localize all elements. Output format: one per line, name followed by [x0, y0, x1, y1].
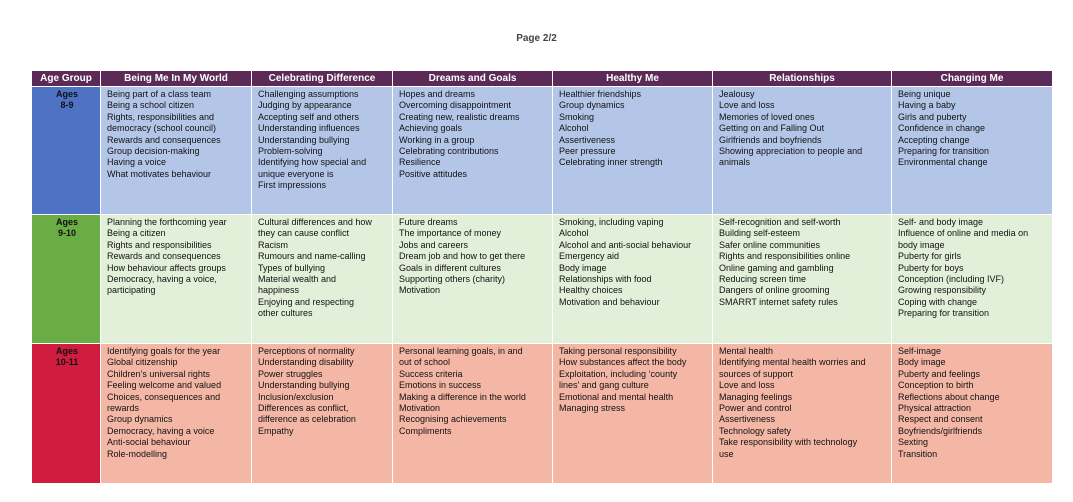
topic-line: Empathy [258, 425, 294, 436]
topic-line: out of school [399, 357, 451, 368]
topic-line: Transition [898, 448, 938, 459]
cell-dreams-and-goals [393, 344, 553, 484]
topic-line: Dangers of online grooming [719, 285, 830, 296]
age-group-label: Ages [55, 217, 78, 227]
topic-line: Respect and consent [898, 414, 983, 425]
header-dreams-and-goals: Dreams and Goals [393, 71, 553, 87]
topic-line: Motivation [399, 285, 441, 296]
topic-line: Planning the forthcoming year [107, 217, 227, 227]
topic-line: Coping with change [898, 296, 978, 307]
age-group-label: Ages [55, 89, 78, 99]
topic-line: Puberty for boys [898, 262, 964, 273]
topic-line: Identifying how special and [258, 157, 367, 168]
age-group-cell [32, 87, 101, 215]
topic-line: body image [898, 239, 945, 250]
topic-line: Understanding bullying [258, 134, 350, 145]
topic-line: Resilience [399, 157, 441, 168]
topic-line: unique everyone is [258, 168, 334, 179]
topic-line: Love and loss [719, 380, 775, 391]
topic-line: other cultures [258, 308, 313, 319]
topic-line: use [719, 448, 734, 459]
topic-line: Preparing for transition [898, 146, 990, 157]
topic-line: Being unique [898, 89, 951, 99]
topic-line: Rights and responsibilities online [719, 251, 851, 262]
topic-line: Smoking [559, 111, 595, 122]
topic-line: First impressions [258, 180, 327, 191]
topic-line: Jobs and careers [399, 239, 469, 250]
topic-line: Body image [898, 357, 946, 368]
cell-relationships [713, 215, 892, 344]
topic-line: Understanding disability [258, 357, 354, 368]
topic-line: Body image [559, 262, 607, 273]
topic-line: Take responsibility with technology [719, 437, 858, 448]
topic-line: sources of support [719, 368, 794, 379]
topic-line: Choices, consequences and [107, 391, 221, 402]
topic-line: Growing responsibility [898, 285, 987, 296]
topic-line: Motivation and behaviour [559, 296, 660, 307]
topic-line: Group dynamics [559, 100, 625, 111]
topic-line: Safer online communities [719, 239, 821, 250]
topic-line: Influence of online and media on [898, 228, 1029, 239]
topic-line: Emotions in success [399, 380, 482, 391]
topic-line: Puberty for girls [898, 251, 962, 262]
topic-line: Challenging assumptions [258, 89, 359, 99]
topic-line: Rights and responsibilities [107, 239, 212, 250]
cell-celebrating-difference [252, 344, 393, 484]
topic-line: Emergency aid [559, 251, 620, 262]
table-row [32, 344, 1053, 484]
topic-line: Having a baby [898, 100, 956, 111]
topic-line: Global citizenship [107, 357, 178, 368]
topic-line: Conception to birth [898, 380, 974, 391]
topic-line: Supporting others (charity) [399, 274, 506, 285]
header-being-me-in-my-world: Being Me In My World [101, 71, 252, 87]
cell-being-me-in-my-world [101, 215, 252, 344]
age-group-label: Ages [55, 346, 78, 356]
topic-line: Understanding influences [258, 123, 360, 134]
topic-line: Working in a group [399, 134, 475, 145]
topic-line: Jealousy [719, 89, 755, 99]
cell-changing-me [892, 215, 1053, 344]
topic-line: Reducing screen time [719, 274, 807, 285]
topic-line: participating [107, 285, 156, 296]
topic-line: Overcoming disappointment [399, 100, 512, 111]
topic-line: happiness [258, 285, 300, 296]
topic-line: Assertiveness [559, 134, 616, 145]
topic-line: Puberty and feelings [898, 368, 981, 379]
topic-line: Celebrating contributions [399, 146, 499, 157]
topic-line: Physical attraction [898, 403, 972, 414]
age-group-cell [32, 215, 101, 344]
topic-line: Hopes and dreams [399, 89, 476, 99]
topic-line: Role-modelling [107, 448, 168, 459]
topic-line: Healthier friendships [559, 89, 642, 99]
cell-relationships [713, 344, 892, 484]
topic-line: Love and loss [719, 100, 775, 111]
topic-line: Alcohol [559, 123, 589, 134]
topic-line: Alcohol [559, 228, 589, 239]
topic-line: Understanding bullying [258, 380, 350, 391]
topic-line: Conception (including IVF) [898, 274, 1005, 285]
topic-line: Identifying goals for the year [107, 346, 221, 356]
topic-line: Differences as conflict, [258, 403, 349, 414]
topic-line: Group decision-making [107, 146, 200, 157]
cell-dreams-and-goals [393, 215, 553, 344]
topic-line: Identifying mental health worries and [719, 357, 866, 368]
topic-line: Self- and body image [898, 217, 984, 227]
topic-line: Creating new, realistic dreams [399, 111, 520, 122]
topic-line: Online gaming and gambling [719, 262, 834, 273]
age-group-range: 8-9 [60, 100, 74, 111]
topic-line: Accepting change [898, 134, 970, 145]
topic-line: Success criteria [399, 368, 463, 379]
topic-line: Boyfriends/girlfriends [898, 425, 983, 436]
topic-line: How substances affect the body [559, 357, 687, 368]
topic-line: SMARRT internet safety rules [719, 296, 838, 307]
topic-line: Emotional and mental health [559, 391, 674, 402]
topic-line: Democracy, having a voice [107, 425, 215, 436]
topic-line: Having a voice [107, 157, 167, 168]
topic-line: Power and control [719, 403, 792, 414]
topic-line: Group dynamics [107, 414, 173, 425]
header-celebrating-difference: Celebrating Difference [252, 71, 393, 87]
topic-line: Racism [258, 239, 289, 250]
topic-line: Children’s universal rights [107, 368, 210, 379]
topic-line: Accepting self and others [258, 111, 360, 122]
topic-line: Celebrating inner strength [559, 157, 663, 168]
topic-line: rewards [107, 403, 140, 414]
topic-line: Power struggles [258, 368, 323, 379]
topic-line: Reflections about change [898, 391, 1000, 402]
topic-line: Managing feelings [719, 391, 793, 402]
topic-line: Assertiveness [719, 414, 776, 425]
topic-line: Positive attitudes [399, 168, 468, 179]
topic-line: Anti-social behaviour [107, 437, 191, 448]
topic-line: Democracy, having a voice, [107, 274, 217, 285]
topic-line: Rights, responsibilities and [107, 111, 215, 122]
topic-line: Rewards and consequences [107, 134, 221, 145]
topic-line: What motivates behaviour [107, 168, 212, 179]
topic-line: How behaviour affects groups [107, 262, 226, 273]
topic-line: Types of bullying [258, 262, 326, 273]
cell-healthy-me [553, 215, 713, 344]
cell-being-me-in-my-world [101, 87, 252, 215]
topic-line: Building self-esteem [719, 228, 801, 239]
topic-line: Material wealth and [258, 274, 337, 285]
topic-line: difference as celebration [258, 414, 356, 425]
topic-line: Personal learning goals, in and [399, 346, 523, 356]
topic-line: Alcohol and anti-social behaviour [559, 239, 692, 250]
topic-line: Rumours and name-calling [258, 251, 366, 262]
topic-line: Perceptions of normality [258, 346, 355, 356]
topic-line: Smoking, including vaping [559, 217, 664, 227]
page-number-label: Page 2/2 [516, 33, 557, 44]
topic-line: Exploitation, including ‘county [559, 368, 678, 379]
topic-line: Preparing for transition [898, 308, 990, 319]
topic-line: Being a school citizen [107, 100, 195, 111]
topic-line: Cultural differences and how [258, 217, 372, 227]
topic-line: The importance of money [399, 228, 502, 239]
topic-line: Being a citizen [107, 228, 166, 239]
header-changing-me: Changing Me [892, 71, 1053, 87]
cell-being-me-in-my-world [101, 344, 252, 484]
cell-celebrating-difference [252, 87, 393, 215]
topic-line: Future dreams [399, 217, 458, 227]
cell-relationships [713, 87, 892, 215]
topic-line: Showing appreciation to people and [719, 146, 863, 157]
topic-line: Getting on and Falling Out [719, 123, 825, 134]
topic-line: Making a difference in the world [399, 391, 526, 402]
topic-line: Rewards and consequences [107, 251, 221, 262]
topic-line: animals [719, 157, 751, 168]
topic-line: Peer pressure [559, 146, 616, 157]
topic-line: they can cause conflict [258, 228, 350, 239]
topic-line: Environmental change [898, 157, 988, 168]
topic-line: Feeling welcome and valued [107, 380, 222, 391]
cell-healthy-me [553, 344, 713, 484]
topic-line: Healthy choices [559, 285, 623, 296]
age-group-range: 10-11 [55, 357, 79, 368]
topic-line: Girls and puberty [898, 111, 967, 122]
topic-line: Achieving goals [399, 123, 463, 134]
topic-line: Inclusion/exclusion [258, 391, 334, 402]
topic-line: Girlfriends and boyfriends [719, 134, 822, 145]
header-row [32, 71, 1053, 87]
cell-celebrating-difference [252, 215, 393, 344]
topic-line: Confidence in change [898, 123, 986, 134]
curriculum-table [31, 70, 1053, 484]
topic-line: Being part of a class team [107, 89, 212, 99]
topic-line: Judging by appearance [258, 100, 352, 111]
age-group-range: 9-10 [57, 228, 76, 239]
topic-line: Self-image [898, 346, 942, 356]
cell-changing-me [892, 87, 1053, 215]
topic-line: Self-recognition and self-worth [719, 217, 841, 227]
topic-line: Problem-solving [258, 146, 323, 157]
header-healthy-me: Healthy Me [553, 71, 713, 87]
topic-line: Technology safety [719, 425, 792, 436]
topic-line: Mental health [719, 346, 774, 356]
topic-line: Sexting [898, 437, 929, 448]
topic-line: Enjoying and respecting [258, 296, 355, 307]
cell-changing-me [892, 344, 1053, 484]
topic-line: Taking personal responsibility [559, 346, 677, 356]
header-age-group: Age Group [32, 71, 101, 87]
topic-line: Goals in different cultures [399, 262, 501, 273]
table-row [32, 87, 1053, 215]
topic-line: Compliments [399, 425, 452, 436]
age-group-cell [32, 344, 101, 484]
cell-healthy-me [553, 87, 713, 215]
topic-line: democracy (school council) [107, 123, 217, 134]
topic-line: Relationships with food [559, 274, 652, 285]
topic-line: Motivation [399, 403, 441, 414]
table-row [32, 215, 1053, 344]
topic-line: Dream job and how to get there [399, 251, 526, 262]
topic-line: Memories of loved ones [719, 111, 815, 122]
topic-line: lines’ and gang culture [559, 380, 649, 391]
topic-line: Managing stress [559, 403, 626, 414]
header-relationships: Relationships [713, 71, 892, 87]
cell-dreams-and-goals [393, 87, 553, 215]
topic-line: Recognising achievements [399, 414, 507, 425]
